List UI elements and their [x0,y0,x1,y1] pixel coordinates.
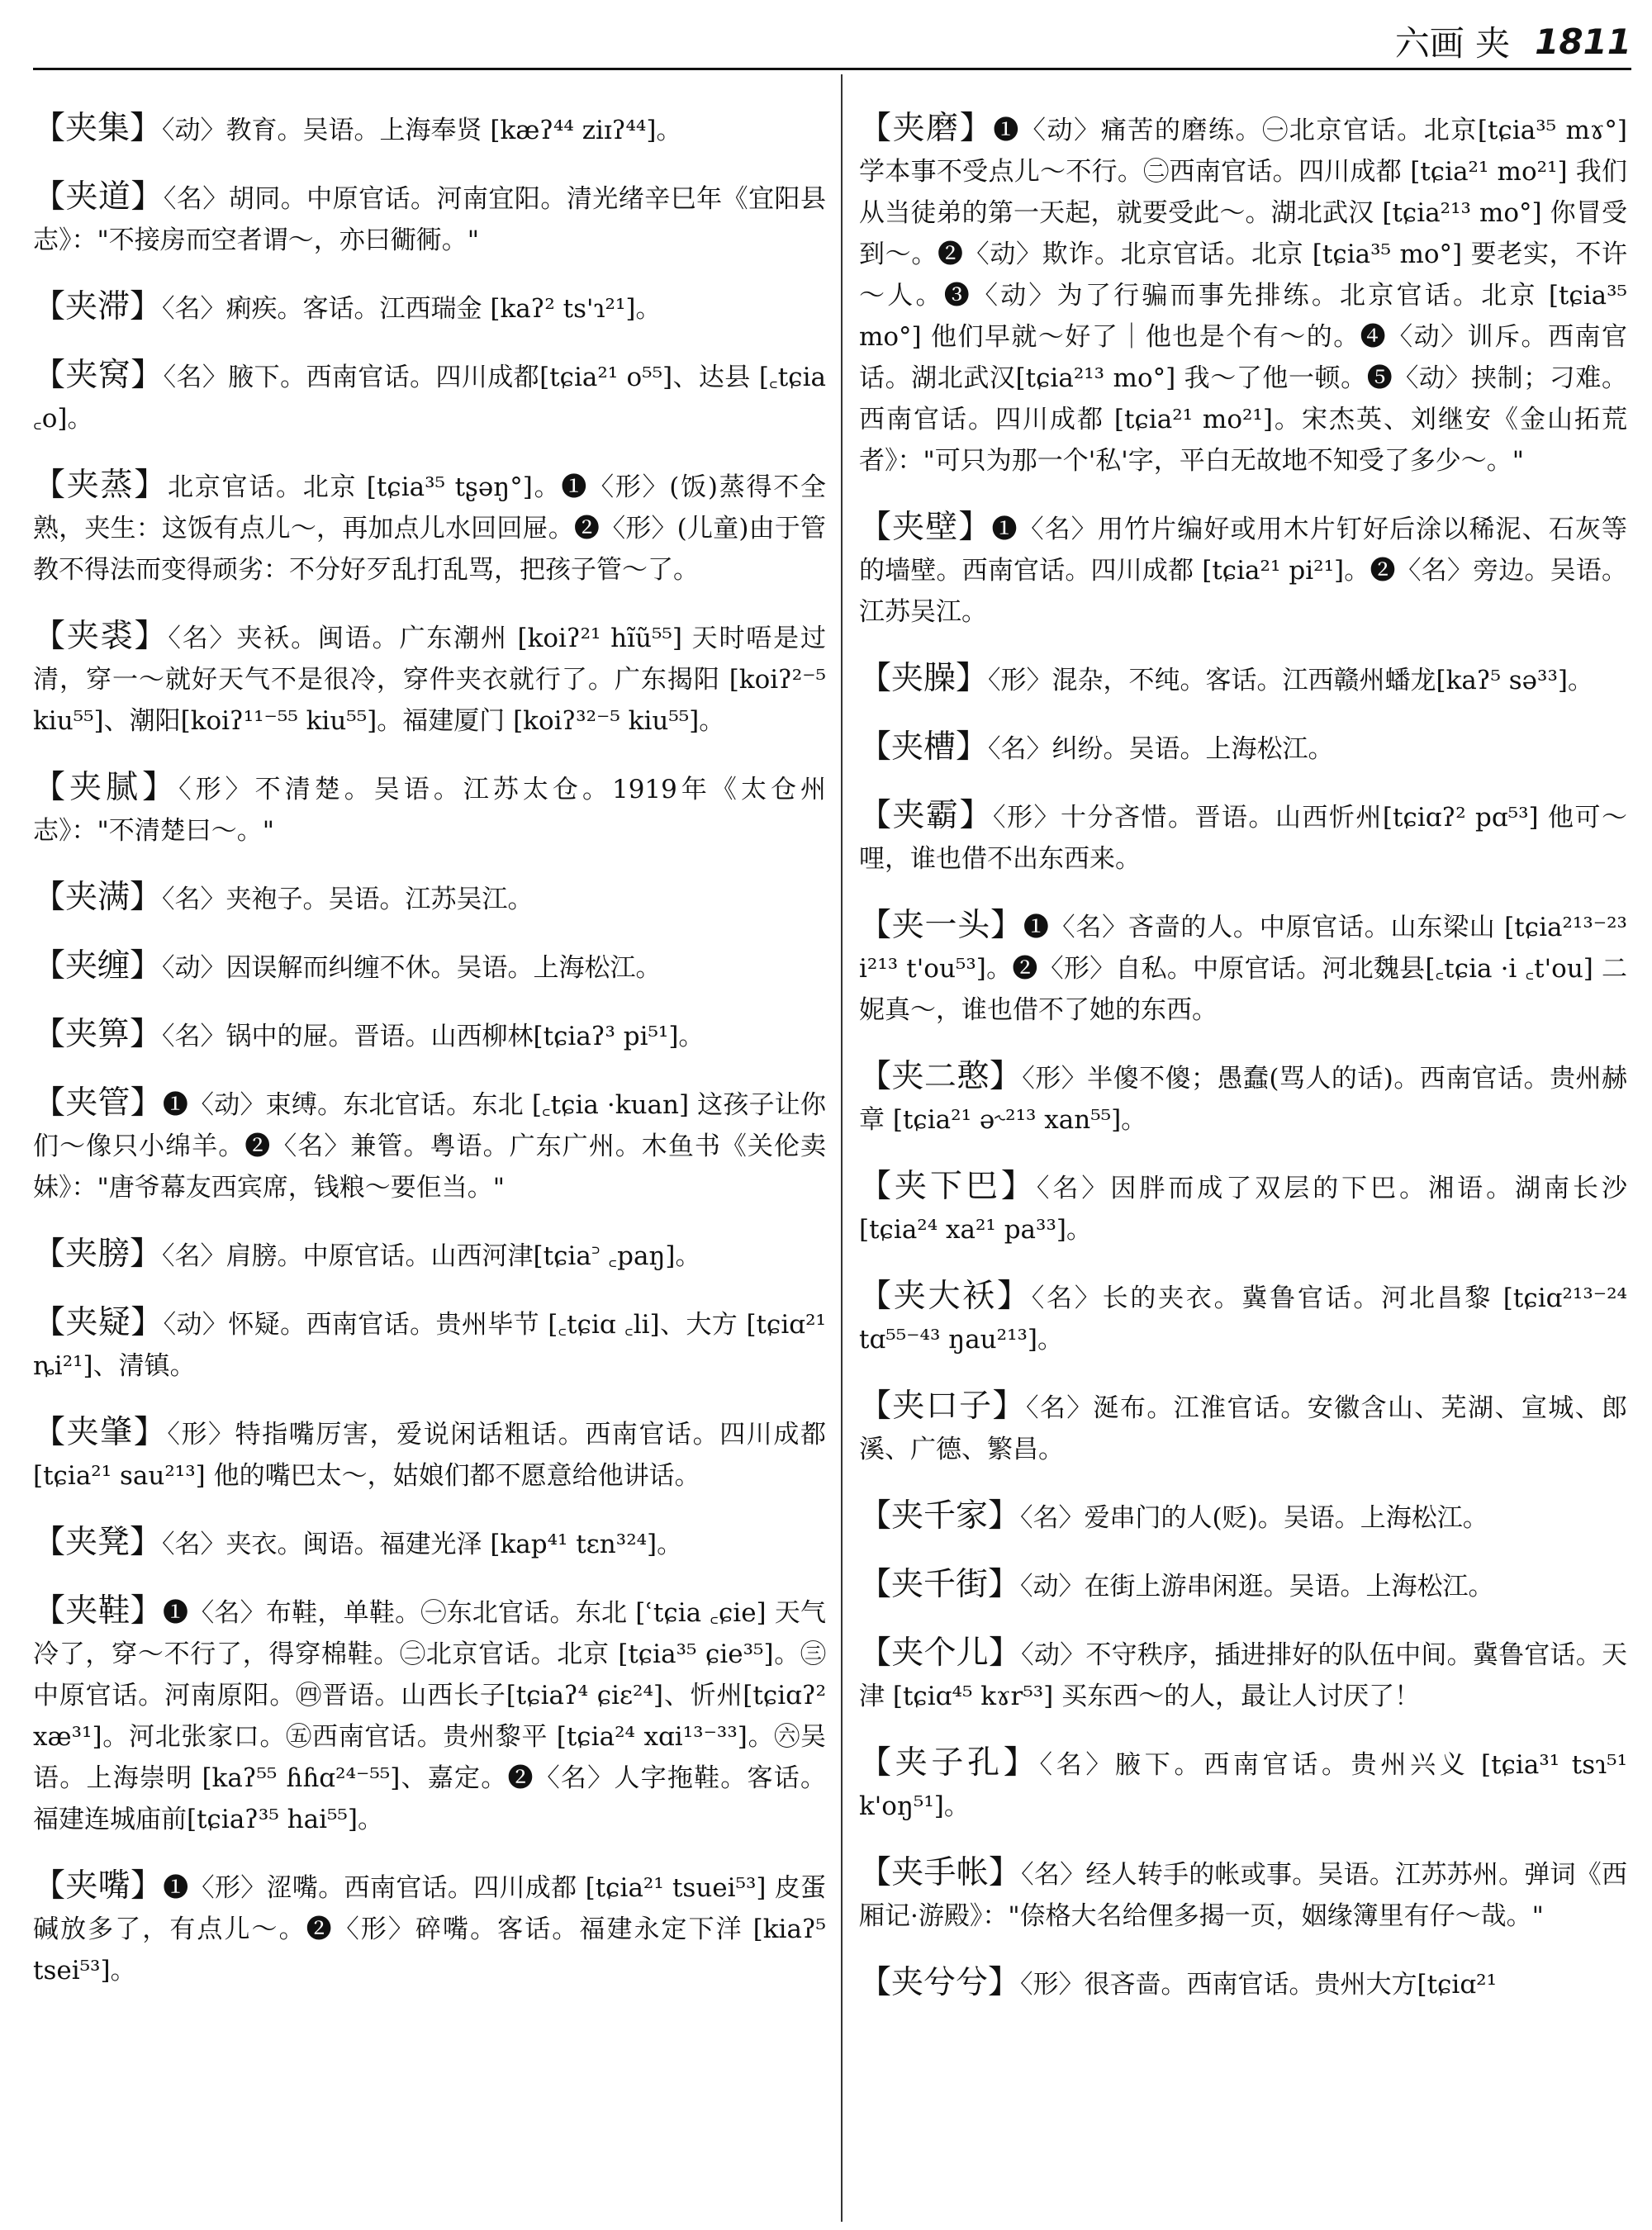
entry-headword: 【夹臊】 [859,660,989,697]
entry-headword: 【夹膀】 [33,1236,163,1273]
entry-headword: 【夹大袄】 [859,1278,1032,1315]
dictionary-entry [859,1276,1627,1360]
entry-definition: 〈名〉经人转手的帐或事。吴语。江苏苏州。弹词《西厢记·游殿》："倷格大名给俚多揭一页，姻缘簿里有仔～哉。" [859,1860,1627,1931]
dictionary-entry [33,108,826,151]
dictionary-entry [33,767,826,852]
entry-definition: 〈名〉痢疾。客话。江西瑞金 [kaʔ² ts'ɿ²¹]。 [162,294,662,324]
entry-headword: 【夹裘】 [33,618,169,655]
dictionary-entry [33,1083,826,1208]
entry-definition: 〈名〉腋下。西南官话。四川成都[tɕia²¹ o⁵⁵]、达县 [꜀tɕia ꜀o]。 [33,363,826,434]
entry-definition: 〈名〉爱串门的人(贬)。吴语。上海松江。 [1020,1503,1488,1533]
dictionary-entry [33,1234,826,1277]
dictionary-entry [859,1166,1627,1250]
dictionary-entry [33,287,826,330]
entry-headword: 【夹手帐】 [859,1854,1022,1891]
entry-headword: 【夹槽】 [859,728,989,766]
dictionary-entry [33,177,826,261]
page-number: 1811 [1535,21,1631,62]
entry-headword: 【夹凳】 [33,1524,163,1561]
entry-definition: 〈名〉涎布。江淮官话。安徽含山、芜湖、宣城、郎溪、广德、繁昌。 [859,1393,1627,1464]
entry-definition: 〈动〉在街上游串闲逛。吴语。上海松江。 [1020,1572,1494,1601]
dictionary-entry [33,1014,826,1057]
entry-definition: 〈名〉长的夹衣。冀鲁官话。河北昌黎 [tɕiɑ²¹³⁻²⁴ tɑ⁵⁵⁻⁴³ ŋau²¹³]。 [859,1283,1627,1355]
dictionary-entry [859,727,1627,770]
dictionary-entry [859,1386,1627,1470]
entry-definition: 〈形〉混杂，不纯。客话。江西赣州蟠龙[kaʔ⁵ sə³³]。 [988,666,1593,695]
entry-definition: 〈名〉纠纷。吴语。上海松江。 [988,734,1334,764]
entry-headword: 【夹二憨】 [859,1058,1023,1095]
right-column [859,83,1627,2222]
entry-definition: 〈名〉腋下。西南官话。贵州兴义 [tɕia³¹ tsɿ⁵¹ k'oŋ⁵¹]。 [859,1750,1627,1821]
entry-definition: 〈动〉因误解而纠缠不休。吴语。上海松江。 [162,953,662,983]
entry-definition: 〈动〉怀疑。西南官话。贵州毕节 [꜀tɕiɑ ꜀li]、大方 [tɕiɑ²¹ ȵi²¹]、清镇。 [33,1310,826,1381]
entry-definition: 〈形〉不清楚。吴语。江苏太仓。1919年《太仓州志》："不清楚曰～。" [33,775,826,846]
entry-headword: 【夹肇】 [33,1414,168,1451]
dictionary-entry [33,1866,826,1991]
dictionary-entry [33,1302,826,1387]
left-column [33,83,826,2222]
entry-headword: 【夹嘴】 [33,1867,164,1905]
entry-definition: 〈动〉教育。吴语。上海奉贤 [kæʔ⁴⁴ ziɪʔ⁴⁴]。 [162,116,682,145]
dictionary-entry [33,877,826,920]
entry-headword: 【夹道】 [33,178,164,216]
entry-headword: 【夹蒸】 [33,467,168,504]
entry-headword: 【夹个儿】 [859,1635,1022,1672]
entry-definition: ❶〈名〉布鞋，单鞋。㊀东北官话。东北 [ʿtɕia ꜀ɕie] 天气冷了，穿～不行了，得穿棉鞋。㊁北京官话。北京 [tɕia³⁵ ɕie³⁵]。㊂中原官话。河南原阳。㊃晋语。山西长子[tɕiaʔ⁴ ɕiɛ²⁴]、忻州[tɕiɑʔ² xæ³¹]。河北张家口。㊄西南官话。贵州黎平 [tɕia²⁴ xɑi¹³⁻³³]。㊅吴语。上海崇明 [kaʔ⁵⁵ ɦɦɑ²⁴⁻⁵⁵]、嘉定。❷〈名〉人字拖鞋。客话。福建连城庙前[tɕiaʔ³⁵ hai⁵⁵]。 [33,1598,826,1834]
dictionary-entry [859,1056,1627,1141]
dictionary-entry [33,355,826,439]
entry-definition: 北京官话。北京 [tɕia³⁵ tʂəŋ°]。❶〈形〉(饭)蒸得不全熟，夹生：这饭有点儿～，再加点儿水回回屉。❷〈形〉(儿童)由于管教不得法而变得顽劣：不分好歹乱打乱骂，把孩子管～了。 [33,472,826,585]
entry-headword: 【夹子孔】 [859,1744,1040,1782]
dictionary-entry [859,1633,1627,1717]
entry-headword: 【夹集】 [33,110,163,147]
dictionary-entry [859,1496,1627,1539]
dictionary-entry [859,1743,1627,1827]
dictionary-entry [859,1962,1627,2005]
entry-definition: ❶〈动〉束缚。东北官话。东北 [꜀tɕia ·kuan] 这孩子让你们～像只小绵羊。❷〈名〉兼管。粤语。广东广州。木鱼书《关伦卖妹》："唐爷幕友西宾席，钱粮～要佢当。" [33,1090,826,1203]
entry-headword: 【夹管】 [33,1084,163,1122]
dictionary-entry [859,658,1627,701]
entry-definition: 〈名〉肩膀。中原官话。山西河津[tɕia꜄ ꜀paŋ]。 [162,1241,701,1271]
entry-headword: 【夹千家】 [859,1497,1021,1535]
entry-definition: ❶〈名〉用竹片编好或用木片钉好后涂以稀泥、石灰等的墙壁。西南官话。四川成都 [tɕia²¹ pi²¹]。❷〈名〉旁边。吴语。江苏吴江。 [859,515,1627,627]
page-header [1305,17,1631,66]
entry-headword: 【夹腻】 [33,769,179,806]
entry-definition: 〈动〉不守秩序，插进排好的队伍中间。冀鲁官话。天津 [tɕiɑ⁴⁵ kɤr⁵³] 买东西～的人，最让人讨厌了！ [859,1640,1627,1711]
entry-definition: 〈形〉十分吝惜。晋语。山西忻州[tɕiɑʔ² pɑ⁵³] 他可～哩，谁也借不出东西来。 [859,803,1627,874]
entry-headword: 【夹缠】 [33,947,163,985]
entry-definition: ❶〈名〉吝啬的人。中原官话。山东梁山 [tɕia²¹³⁻²³ i²¹³ t'ou⁵³]。❷〈形〉自私。中原官话。河北魏县[꜀tɕia ·i ꜀t'ou] 二妮真～，谁也借不了她的东西。 [859,913,1627,1025]
dictionary-entry [33,465,826,591]
entry-headword: 【夹霸】 [859,797,993,834]
entry-headword: 【夹箅】 [33,1016,163,1053]
dictionary-entry [859,507,1627,633]
dictionary-entry [33,616,826,742]
entry-headword: 【夹千街】 [859,1566,1021,1603]
entry-headword: 【夹壁】 [859,509,992,546]
entry-definition: 〈形〉很吝啬。西南官话。贵州大方[tɕiɑ²¹ [1020,1970,1498,2000]
entry-definition: ❶〈形〉涩嘴。西南官话。四川成都 [tɕia²¹ tsuei⁵³] 皮蛋碱放多了，有点儿～。❷〈形〉碎嘴。客话。福建永定下洋 [kiaʔ⁵ tsei⁵³]。 [33,1873,826,1986]
dictionary-entry [33,1591,826,1840]
entry-definition: 〈名〉锅中的屉。晋语。山西柳林[tɕiaʔ³ pi⁵¹]。 [162,1022,705,1051]
entry-definition: 〈名〉夹袍子。吴语。江苏吴江。 [162,885,534,914]
dictionary-entry [33,1522,826,1565]
entry-headword: 【夹下巴】 [859,1168,1037,1205]
entry-definition: 〈名〉夹袄。闽语。广东潮州 [koiʔ²¹ hĩũ⁵⁵] 天时唔是过清，穿一～就好天气不是很冷，穿件夹衣就行了。广东揭阳 [koiʔ²⁻⁵ kiu⁵⁵]、潮阳[koiʔ¹¹⁻⁵⁵ kiu⁵⁵]。福建厦门 [koiʔ³²⁻⁵ kiu⁵⁵]。 [33,624,826,736]
header-rule [33,68,1631,70]
entry-headword: 【夹滞】 [33,288,163,325]
entry-definition: 〈形〉半傻不傻；愚蠢(骂人的话)。西南官话。贵州赫章 [tɕia²¹ ə˞²¹³ xan⁵⁵]。 [859,1064,1627,1135]
section-label: 六画 夹 [1394,23,1511,64]
dictionary-entry [859,108,1627,482]
dictionary-entry [859,1564,1627,1607]
column-divider [841,74,843,2222]
entry-definition: 〈名〉因胖而成了双层的下巴。湘语。湖南长沙 [tɕia²⁴ xa²¹ pa³³]。 [859,1174,1627,1245]
entry-definition: 〈名〉夹衣。闽语。福建光泽 [kap⁴¹ tɛn³²⁴]。 [162,1530,683,1559]
dictionary-entry [33,1412,826,1497]
dictionary-entry [859,795,1627,880]
entry-headword: 【夹窝】 [33,357,164,394]
entry-headword: 【夹满】 [33,879,163,916]
entry-definition: ❶〈动〉痛苦的磨练。㊀北京官话。北京[tɕia³⁵ mɤ°] 学本事不受点儿～不行。㊁西南官话。四川成都 [tɕia²¹ mo²¹] 我们从当徒弟的第一天起，就要受此～。湖北武汉 [tɕia²¹³ mo°] 你冒受到～。❷〈动〉欺诈。北京官话。北京 [tɕia³⁵ mo°] 要老实，不许～人。❸〈动〉为了行骗而事先排练。北京官话。北京 [tɕia³⁵ mo°] 他们早就～好了｜他也是个有～的。❹〈动〉训斥。西南官话。湖北武汉[tɕia²¹³ mo°] 我～了他一顿。❺〈动〉挟制；刁难。西南官话。四川成都 [tɕia²¹ mo²¹]。宋杰英、刘继安《金山拓荒者》："可只为那一个'私'字，平白无故地不知受了多少～。" [859,116,1627,476]
entry-headword: 【夹口子】 [859,1388,1026,1425]
dictionary-entry [33,946,826,989]
dictionary-entry [859,905,1627,1031]
entry-definition: 〈名〉胡同。中原官话。河南宜阳。清光绪辛巳年《宜阳县志》："不接房而空者谓～，亦曰衚衕。" [33,184,826,255]
entry-headword: 【夹鞋】 [33,1592,163,1630]
entry-headword: 【夹兮兮】 [859,1964,1021,2001]
entry-headword: 【夹磨】 [859,110,994,147]
entry-definition: 〈形〉特指嘴厉害，爱说闲话粗话。西南官话。四川成都 [tɕia²¹ sau²¹³] 他的嘴巴太～，姑娘们都不愿意给他讲话。 [33,1420,826,1491]
entry-headword: 【夹疑】 [33,1304,164,1341]
entry-headword: 【夹一头】 [859,907,1023,944]
dictionary-entry [859,1853,1627,1937]
